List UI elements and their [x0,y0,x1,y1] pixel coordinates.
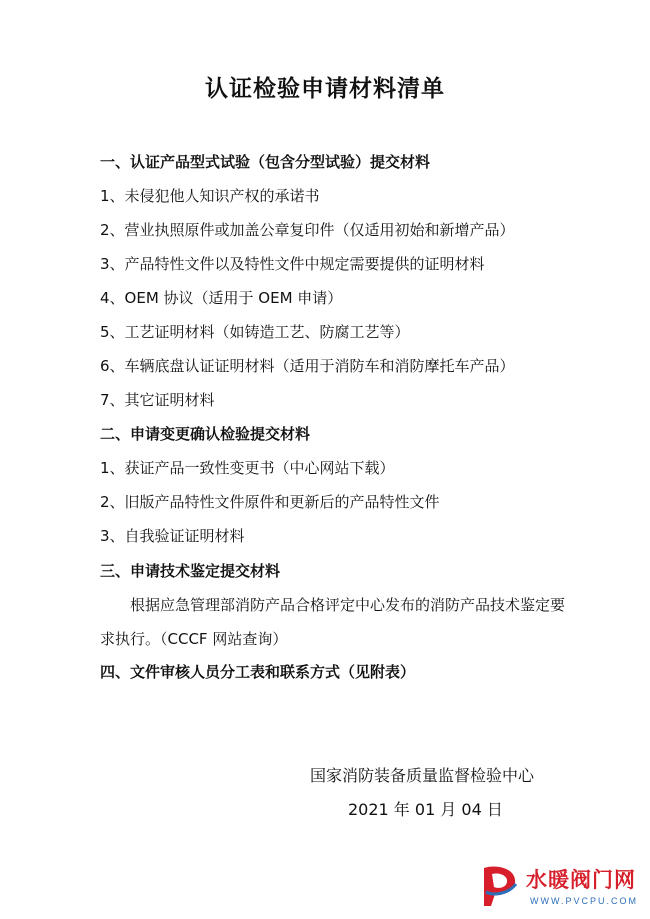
section-3-paragraph: 根据应急管理部消防产品合格评定中心发布的消防产品技术鉴定要求执行。（CCCF 网站查询） [100,596,566,648]
section-1-item-1: 1、未侵犯他人知识产权的承诺书 [100,187,320,205]
section-2-item-3: 3、自我验证证明材料 [100,527,245,545]
signature-date: 2021 年 01 月 04 日 [348,800,503,819]
section-1-item-6: 6、车辆底盘认证证明材料（适用于消防车和消防摩托车产品） [100,357,515,375]
section-2-item-2: 2、旧版产品特性文件原件和更新后的产品特性文件 [100,493,440,511]
watermark-url: WWW.PVCPU.COM [530,896,638,906]
section-1-item-5: 5、工艺证明材料（如铸造工艺、防腐工艺等） [100,323,410,341]
section-1-item-2: 2、营业执照原件或加盖公章复印件（仅适用初始和新增产品） [100,221,515,239]
watermark-text: 水暖阀门网 [526,868,636,892]
page-title: 认证检验申请材料清单 [205,76,445,102]
signature-organization: 国家消防装备质量监督检验中心 [310,766,535,785]
section-1-item-7: 7、其它证明材料 [100,391,215,409]
section-1-item-4: 4、OEM 协议（适用于 OEM 申请） [100,289,343,307]
section-4-heading: 四、文件审核人员分工表和联系方式（见附表） [100,663,416,681]
section-3-heading: 三、申请技术鉴定提交材料 [100,562,281,580]
section-2-item-1: 1、获证产品一致性变更书（中心网站下载） [100,459,395,477]
watermark-logo-icon [480,862,520,908]
section-2-heading: 二、申请变更确认检验提交材料 [100,425,311,443]
section-1-item-3: 3、产品特性文件以及特性文件中规定需要提供的证明材料 [100,255,485,273]
watermark [470,856,650,919]
section-1-heading: 一、认证产品型式试验（包含分型试验）提交材料 [100,153,431,171]
